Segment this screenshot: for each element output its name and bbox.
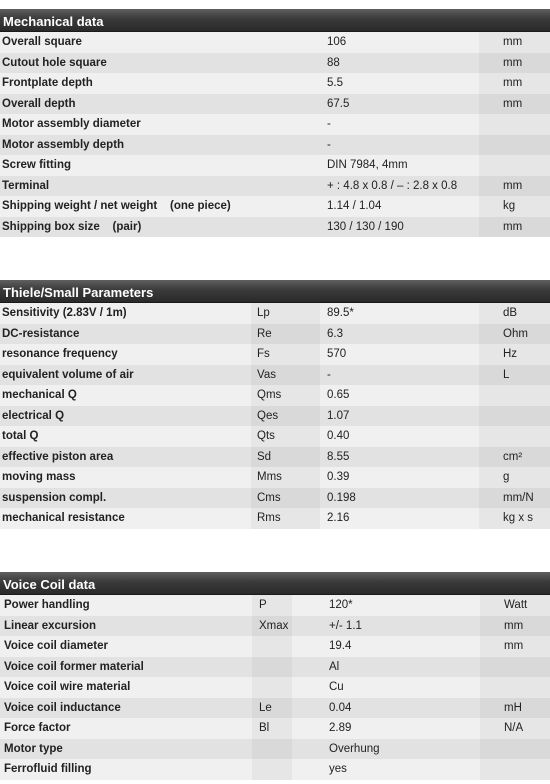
row-value: 88 [327, 56, 340, 69]
row-unit: mm [479, 32, 550, 53]
row-symbol: Qms [251, 385, 320, 406]
table-row [0, 488, 550, 509]
row-value: 0.04 [329, 701, 352, 714]
row-unit: dB [479, 303, 550, 324]
row-unit: mm [480, 616, 550, 637]
row-value: 0.65 [327, 389, 350, 401]
row-unit: mm [479, 217, 550, 238]
row-value: 120* [329, 599, 353, 611]
row-symbol: Sd [251, 447, 320, 468]
row-value: 130 / 130 / 190 [327, 220, 404, 233]
row-value: 2.89 [329, 722, 352, 734]
table-row [0, 616, 550, 637]
row-value: DIN 7984, 4mm [327, 159, 408, 171]
row-unit [479, 406, 550, 427]
row-label: Shipping weight / net weight (one piece) [2, 200, 231, 212]
row-unit [479, 135, 550, 156]
row-label: Voice coil wire material [4, 681, 131, 693]
row-value: 8.55 [327, 450, 350, 463]
thiele-small-header: Thiele/Small Parameters [0, 280, 550, 303]
row-unit: mm [479, 94, 550, 115]
row-unit: mm [479, 176, 550, 197]
row-unit: cm² [479, 447, 550, 468]
row-label: mechanical resistance [2, 512, 125, 524]
row-label: resonance frequency [2, 348, 118, 360]
row-symbol: Vas [251, 365, 320, 386]
table-row [0, 739, 550, 760]
table-row [0, 385, 550, 406]
table-row [0, 508, 550, 529]
row-unit: Hz [479, 344, 550, 365]
row-symbol: Le [252, 698, 292, 719]
row-value: 0.40 [327, 430, 350, 442]
row-symbol [252, 739, 292, 760]
table-row [0, 176, 550, 197]
row-label: Linear excursion [4, 619, 97, 632]
voice-coil-rows [0, 595, 550, 780]
row-value: 19.4 [329, 640, 352, 652]
row-label: Motor assembly depth [2, 138, 125, 151]
row-label: Overall square [2, 36, 82, 48]
row-symbol: Bl [252, 718, 292, 739]
row-unit: L [479, 365, 550, 386]
table-row [0, 217, 550, 238]
row-label: Overall depth [2, 97, 76, 110]
row-value: Al [329, 660, 340, 673]
table-row [0, 32, 550, 53]
row-value: 6.3 [327, 327, 343, 340]
row-value: 0.198 [327, 491, 356, 504]
row-value: yes [329, 763, 347, 775]
row-label: equivalent volume of air [2, 368, 134, 381]
table-row [0, 698, 550, 719]
row-unit: g [479, 467, 550, 488]
row-symbol: Re [251, 324, 320, 345]
row-unit: mm/N [479, 488, 550, 509]
thiele-small-rows [0, 303, 550, 529]
table-row [0, 759, 550, 780]
table-row [0, 406, 550, 427]
row-value: Overhung [329, 742, 380, 755]
table-row [0, 426, 550, 447]
row-value: 67.5 [327, 97, 350, 110]
row-symbol [252, 759, 292, 780]
table-row [0, 196, 550, 217]
row-unit: kg x s [479, 508, 550, 529]
row-symbol: Rms [251, 508, 320, 529]
row-unit: N/A [480, 718, 550, 739]
row-value: + : 4.8 x 0.8 / – : 2.8 x 0.8 [327, 179, 458, 192]
row-symbol: Mms [251, 467, 320, 488]
row-label: Ferrofluid filling [4, 763, 92, 775]
mechanical-data-section [0, 9, 550, 237]
row-unit [480, 759, 550, 780]
table-row [0, 467, 550, 488]
row-symbol [252, 636, 292, 657]
row-label: mechanical Q [2, 389, 77, 401]
row-label: Force factor [4, 722, 71, 734]
row-unit [479, 426, 550, 447]
row-label: Cutout hole square [2, 56, 107, 69]
row-symbol: Cms [251, 488, 320, 509]
row-unit [479, 385, 550, 406]
row-value: Cu [329, 681, 344, 693]
row-symbol: P [252, 595, 292, 616]
row-label: Voice coil inductance [4, 701, 121, 714]
table-row [0, 135, 550, 156]
row-unit [480, 739, 550, 760]
table-row [0, 447, 550, 468]
row-unit: mm [479, 73, 550, 94]
row-label: Frontplate depth [2, 77, 93, 89]
table-row [0, 114, 550, 135]
row-label: moving mass [2, 471, 76, 483]
row-unit: mH [480, 698, 550, 719]
row-label: Terminal [2, 179, 50, 192]
mechanical-data-header: Mechanical data [0, 9, 550, 32]
table-row [0, 53, 550, 74]
row-label: electrical Q [2, 409, 65, 422]
row-value: - [327, 118, 331, 130]
voice-coil-section [0, 572, 550, 780]
row-symbol: Lp [251, 303, 320, 324]
row-value: 89.5* [327, 307, 354, 319]
row-unit [480, 657, 550, 678]
table-row [0, 657, 550, 678]
row-symbol: Qes [251, 406, 320, 427]
row-value: 0.39 [327, 471, 350, 483]
row-value: - [327, 368, 331, 381]
table-row [0, 324, 550, 345]
row-unit: Watt [480, 595, 550, 616]
row-label: Shipping box size (pair) [2, 220, 142, 233]
row-unit [480, 677, 550, 698]
table-row [0, 94, 550, 115]
row-label: Motor type [4, 742, 63, 755]
row-label: Motor assembly diameter [2, 118, 141, 130]
row-symbol: Fs [251, 344, 320, 365]
row-value: 5.5 [327, 77, 343, 89]
row-value: 1.14 / 1.04 [327, 200, 382, 212]
row-label: Voice coil former material [4, 660, 144, 673]
row-symbol [252, 657, 292, 678]
row-label: total Q [2, 430, 39, 442]
row-symbol: Xmax [252, 616, 292, 637]
row-value: 1.07 [327, 409, 350, 422]
row-unit: mm [480, 636, 550, 657]
table-row [0, 636, 550, 657]
row-label: Voice coil diameter [4, 640, 108, 652]
thiele-small-section [0, 280, 550, 529]
row-value: - [327, 138, 331, 151]
row-value: 106 [327, 36, 347, 48]
row-label: Power handling [4, 599, 90, 611]
row-label: DC-resistance [2, 327, 80, 340]
table-row [0, 677, 550, 698]
table-row [0, 344, 550, 365]
row-symbol: Qts [251, 426, 320, 447]
table-row [0, 718, 550, 739]
row-label: suspension compl. [2, 491, 107, 504]
table-row [0, 155, 550, 176]
table-row [0, 365, 550, 386]
row-unit [479, 155, 550, 176]
table-row [0, 595, 550, 616]
row-symbol [252, 677, 292, 698]
row-unit: kg [479, 196, 550, 217]
row-value: 570 [327, 348, 347, 360]
table-row [0, 73, 550, 94]
mechanical-data-rows [0, 32, 550, 237]
row-value: +/- 1.1 [329, 619, 362, 632]
row-label: effective piston area [2, 450, 114, 463]
row-unit [479, 114, 550, 135]
row-unit: mm [479, 53, 550, 74]
row-label: Screw fitting [2, 159, 72, 171]
table-row [0, 303, 550, 324]
row-label: Sensitivity (2.83V / 1m) [2, 307, 127, 319]
row-value: 2.16 [327, 512, 350, 524]
row-unit: Ohm [479, 324, 550, 345]
voice-coil-header: Voice Coil data [0, 572, 550, 595]
